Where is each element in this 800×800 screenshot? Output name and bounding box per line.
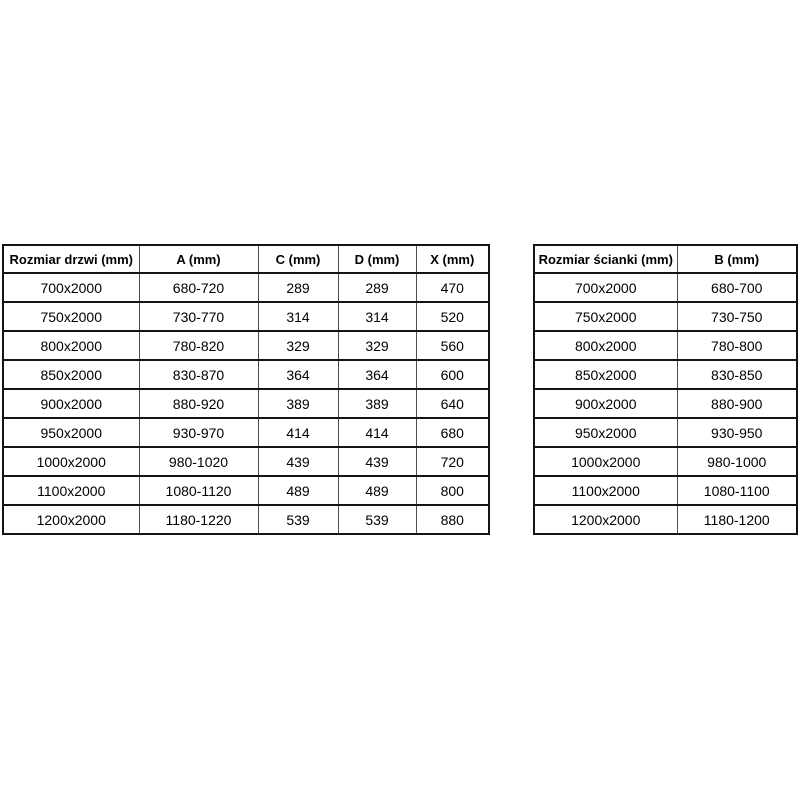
table-cell: 1100x2000 xyxy=(534,476,677,505)
table-cell: 1000x2000 xyxy=(534,447,677,476)
table-cell: 329 xyxy=(258,331,338,360)
table-cell: 900x2000 xyxy=(3,389,139,418)
table-cell: 314 xyxy=(338,302,416,331)
table-cell: 560 xyxy=(416,331,489,360)
table-cell: 850x2000 xyxy=(534,360,677,389)
table-cell: 329 xyxy=(338,331,416,360)
table-cell: 1080-1100 xyxy=(677,476,797,505)
column-header: D (mm) xyxy=(338,245,416,273)
table-cell: 730-750 xyxy=(677,302,797,331)
table-cell: 850x2000 xyxy=(3,360,139,389)
table-row xyxy=(3,273,489,302)
table-row xyxy=(3,302,489,331)
column-header: A (mm) xyxy=(139,245,258,273)
table-cell: 1180-1200 xyxy=(677,505,797,534)
column-header: X (mm) xyxy=(416,245,489,273)
table-cell: 700x2000 xyxy=(3,273,139,302)
table-row xyxy=(534,302,797,331)
table-row xyxy=(534,476,797,505)
table-cell: 470 xyxy=(416,273,489,302)
table-cell: 950x2000 xyxy=(3,418,139,447)
table-cell: 830-850 xyxy=(677,360,797,389)
table-cell: 830-870 xyxy=(139,360,258,389)
column-header: Rozmiar drzwi (mm) xyxy=(3,245,139,273)
table-row xyxy=(3,418,489,447)
door-sizes-table xyxy=(2,244,490,535)
table-cell: 800x2000 xyxy=(3,331,139,360)
table-cell: 1180-1220 xyxy=(139,505,258,534)
table-row xyxy=(534,418,797,447)
table-cell: 289 xyxy=(258,273,338,302)
table-cell: 750x2000 xyxy=(3,302,139,331)
table-cell: 880 xyxy=(416,505,489,534)
table-cell: 389 xyxy=(258,389,338,418)
wall-table-header-row xyxy=(534,245,797,273)
table-cell: 720 xyxy=(416,447,489,476)
table-cell: 880-900 xyxy=(677,389,797,418)
table-cell: 539 xyxy=(338,505,416,534)
table-cell: 880-920 xyxy=(139,389,258,418)
table-row xyxy=(534,447,797,476)
table-row xyxy=(534,331,797,360)
table-cell: 520 xyxy=(416,302,489,331)
table-cell: 900x2000 xyxy=(534,389,677,418)
table-cell: 800x2000 xyxy=(534,331,677,360)
table-cell: 980-1020 xyxy=(139,447,258,476)
table-cell: 680-720 xyxy=(139,273,258,302)
table-cell: 930-970 xyxy=(139,418,258,447)
table-cell: 680-700 xyxy=(677,273,797,302)
table-cell: 680 xyxy=(416,418,489,447)
table-cell: 439 xyxy=(258,447,338,476)
table-row xyxy=(3,505,489,534)
table-row xyxy=(534,389,797,418)
wall-sizes-table xyxy=(533,244,798,535)
table-row xyxy=(3,331,489,360)
table-cell: 800 xyxy=(416,476,489,505)
table-row xyxy=(534,360,797,389)
table-row xyxy=(534,505,797,534)
table-cell: 730-770 xyxy=(139,302,258,331)
table-row xyxy=(3,476,489,505)
table-cell: 780-820 xyxy=(139,331,258,360)
column-header: B (mm) xyxy=(677,245,797,273)
table-cell: 1200x2000 xyxy=(534,505,677,534)
table-cell: 1200x2000 xyxy=(3,505,139,534)
table-cell: 289 xyxy=(338,273,416,302)
table-cell: 539 xyxy=(258,505,338,534)
table-row xyxy=(3,447,489,476)
table-row xyxy=(3,360,489,389)
table-cell: 1080-1120 xyxy=(139,476,258,505)
column-header: Rozmiar ścianki (mm) xyxy=(534,245,677,273)
table-cell: 780-800 xyxy=(677,331,797,360)
table-row xyxy=(3,389,489,418)
table-cell: 600 xyxy=(416,360,489,389)
table-cell: 1000x2000 xyxy=(3,447,139,476)
table-cell: 389 xyxy=(338,389,416,418)
table-cell: 1100x2000 xyxy=(3,476,139,505)
table-cell: 700x2000 xyxy=(534,273,677,302)
table-row xyxy=(534,273,797,302)
table-cell: 414 xyxy=(258,418,338,447)
table-cell: 489 xyxy=(258,476,338,505)
table-cell: 364 xyxy=(338,360,416,389)
door-table-header-row xyxy=(3,245,489,273)
table-cell: 439 xyxy=(338,447,416,476)
table-cell: 750x2000 xyxy=(534,302,677,331)
table-cell: 414 xyxy=(338,418,416,447)
table-cell: 364 xyxy=(258,360,338,389)
table-cell: 314 xyxy=(258,302,338,331)
table-cell: 950x2000 xyxy=(534,418,677,447)
table-cell: 640 xyxy=(416,389,489,418)
table-cell: 930-950 xyxy=(677,418,797,447)
table-cell: 489 xyxy=(338,476,416,505)
table-cell: 980-1000 xyxy=(677,447,797,476)
column-header: C (mm) xyxy=(258,245,338,273)
